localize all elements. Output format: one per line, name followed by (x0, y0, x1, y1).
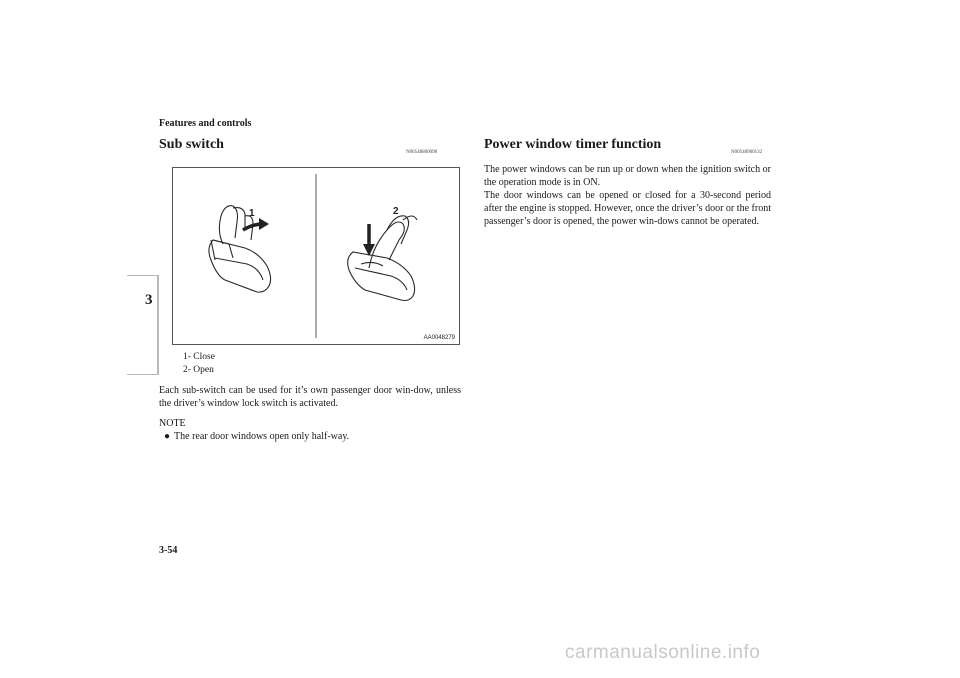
sub-switch-heading: Sub switch (159, 137, 224, 152)
switch-illustration (173, 168, 459, 344)
open-arrow (363, 224, 375, 256)
legend-label: Open (193, 365, 214, 375)
paragraph: The power windows can be run up or down when the ignition switch or the operation mode is in ON. (484, 164, 771, 188)
callout-2: 2 (393, 206, 399, 217)
timer-function-body (484, 163, 771, 228)
paragraph: The door windows can be opened or closed for a 30-second period after the engine is stopped. However, once the driver’s door or the front passenger’s door is opened, the power win-dows cannot be operated. (484, 190, 771, 227)
note-title: NOTE (159, 418, 186, 429)
callout-1: 1 (249, 208, 255, 219)
sub-switch-figure (172, 167, 460, 345)
close-arrow (243, 218, 269, 230)
page-number: 3-54 (159, 545, 178, 556)
figure-code: AA0048279 (423, 335, 455, 341)
legend-item (183, 364, 215, 377)
figure-legend (183, 351, 215, 377)
timer-function-code: N00548900132 (731, 150, 763, 155)
close-hand-illustration (209, 206, 271, 292)
watermark: carmanualsonline.info (565, 642, 761, 663)
legend-label: Close (193, 352, 215, 362)
chapter-number: 3 (145, 292, 153, 308)
sub-switch-body: Each sub-switch can be used for it’s own passenger door win-dow, unless the driver’s window lock switch is activated. (159, 385, 461, 409)
legend-number: 2- (183, 365, 191, 375)
sub-switch-code: N00548800098 (406, 150, 438, 155)
section-header: Features and controls (159, 118, 252, 129)
timer-function-heading: Power window timer function (484, 137, 662, 152)
chapter-tab (127, 275, 159, 375)
open-hand-illustration (348, 216, 417, 301)
bullet-icon: ● (164, 431, 171, 442)
legend-number: 1- (183, 352, 191, 362)
note-item (164, 431, 349, 442)
note-text: The rear door windows open only half-way. (174, 431, 350, 442)
legend-item (183, 351, 215, 364)
